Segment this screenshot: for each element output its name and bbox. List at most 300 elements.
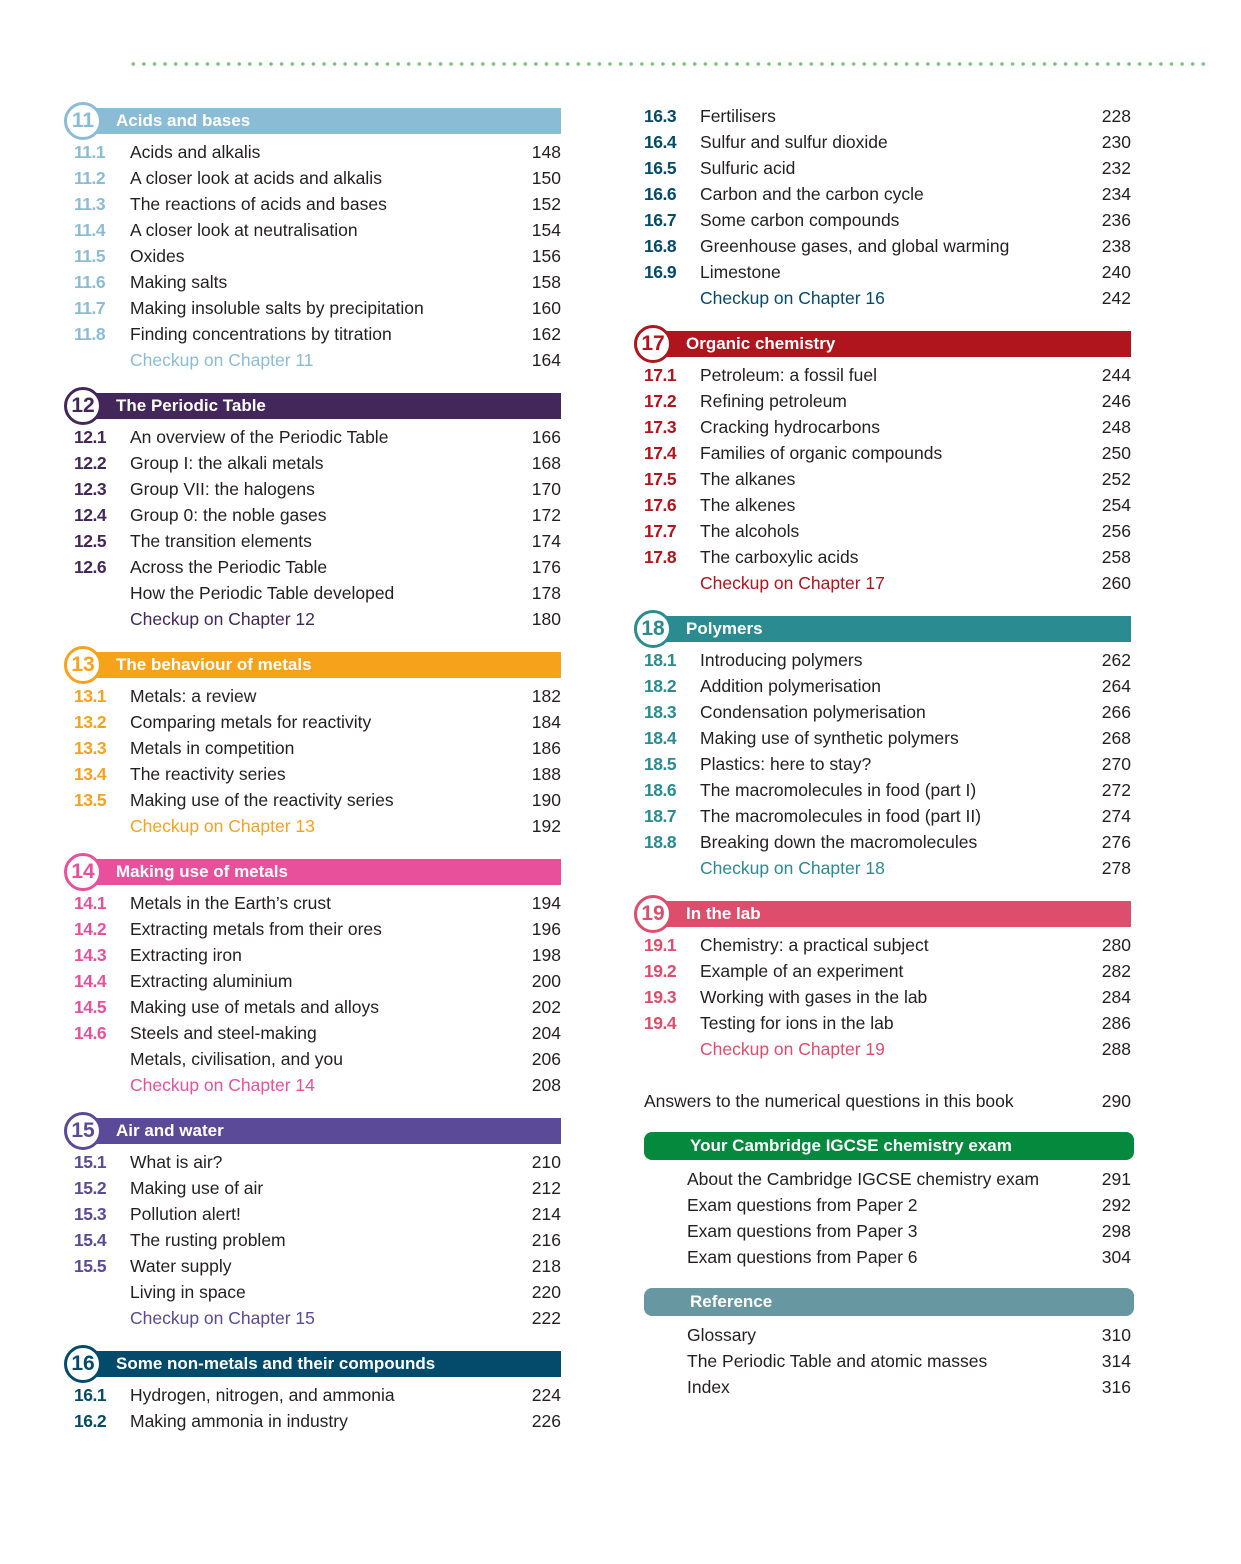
section-number: 18.6 [644, 780, 677, 800]
section-title: Making use of the reactivity series [130, 790, 394, 810]
spacer [64, 373, 561, 391]
page-number: 242 [1101, 288, 1131, 308]
page-number: 210 [531, 1152, 561, 1172]
toc-entry[interactable] [64, 476, 561, 502]
section-title: Index [687, 1377, 730, 1397]
section-title: Petroleum: a fossil fuel [700, 365, 878, 385]
page-number: 152 [531, 194, 561, 214]
page-number: 310 [1101, 1325, 1131, 1345]
toc-entry[interactable] [64, 942, 561, 968]
section-title: The rusting problem [130, 1230, 286, 1250]
page-number: 288 [1101, 1039, 1131, 1059]
page-number: 222 [531, 1308, 561, 1328]
toc-entry[interactable] [64, 890, 561, 916]
dotted-divider [128, 60, 1208, 68]
toc-entry[interactable] [64, 1305, 561, 1331]
section-number: 16.7 [644, 210, 677, 230]
page-number: 220 [531, 1282, 561, 1302]
toc-entry[interactable] [634, 544, 1131, 570]
toc-entry[interactable] [64, 450, 561, 476]
section-number: 19.4 [644, 1013, 677, 1033]
toc-entry[interactable] [64, 1408, 561, 1434]
toc-entry[interactable] [634, 1166, 1131, 1192]
page-number: 182 [531, 686, 561, 706]
section-title: Breaking down the macromolecules [700, 832, 978, 852]
toc-entry[interactable] [634, 1036, 1131, 1062]
section-title: Fertilisers [700, 106, 776, 126]
toc-entry[interactable] [64, 502, 561, 528]
page-number: 276 [1101, 832, 1131, 852]
section-title: Sulfuric acid [700, 158, 796, 178]
toc-entry[interactable] [64, 217, 561, 243]
toc-entry[interactable] [64, 528, 561, 554]
page-number: 298 [1101, 1221, 1131, 1241]
section-number: 13.4 [74, 764, 107, 784]
toc-entry[interactable] [64, 139, 561, 165]
section-number: 14.3 [74, 945, 107, 965]
section-number: 14.5 [74, 997, 107, 1017]
page-number: 228 [1101, 106, 1131, 126]
section-number: 18.5 [644, 754, 677, 774]
section-title: Limestone [700, 262, 781, 282]
page-number: 200 [531, 971, 561, 991]
chapter-header[interactable] [64, 391, 561, 417]
page-number: 172 [531, 505, 561, 525]
section-title: Condensation polymerisation [700, 702, 926, 722]
toc-entry[interactable] [634, 207, 1131, 233]
section-number: 17.4 [644, 443, 677, 463]
section-title: Introducing polymers [700, 650, 863, 670]
page-number: 148 [531, 142, 561, 162]
toc-entry[interactable] [634, 958, 1131, 984]
section-number: 12.3 [74, 479, 107, 499]
chapter-header[interactable] [64, 106, 561, 132]
toc-entry[interactable] [64, 968, 561, 994]
toc-entry[interactable] [64, 683, 561, 709]
page-number: 160 [531, 298, 561, 318]
toc-entry[interactable] [634, 1218, 1131, 1244]
page-number: 204 [531, 1023, 561, 1043]
page-number: 178 [531, 583, 561, 603]
section-number: 19.3 [644, 987, 677, 1007]
toc-entry[interactable] [64, 735, 561, 761]
section-title: Chemistry: a practical subject [700, 935, 929, 955]
page-number: 234 [1101, 184, 1131, 204]
section-title: Comparing metals for reactivity [130, 712, 372, 732]
section-title: Group I: the alkali metals [130, 453, 324, 473]
page-number: 162 [531, 324, 561, 344]
page-number: 254 [1101, 495, 1131, 515]
toc-entry[interactable] [634, 466, 1131, 492]
section-title: A closer look at neutralisation [130, 220, 358, 240]
section-number: 11.3 [74, 194, 106, 214]
section-title: How the Periodic Table developed [130, 583, 395, 603]
toc-entry[interactable] [64, 1149, 561, 1175]
page-number: 274 [1101, 806, 1131, 826]
section-number: 15.4 [74, 1230, 107, 1250]
section-number: 13.1 [74, 686, 107, 706]
page-number: 190 [531, 790, 561, 810]
page-number: 218 [531, 1256, 561, 1276]
page-number: 156 [531, 246, 561, 266]
page-number: 282 [1101, 961, 1131, 981]
section-title: Checkup on Chapter 15 [130, 1308, 315, 1328]
page-number: 248 [1101, 417, 1131, 437]
section-number: 16.1 [74, 1385, 107, 1405]
page-number: 280 [1101, 935, 1131, 955]
chapter-header[interactable] [64, 1116, 561, 1142]
toc-entry[interactable] [64, 1175, 561, 1201]
toc-entry[interactable] [634, 647, 1131, 673]
section-title: Checkup on Chapter 19 [700, 1039, 885, 1059]
toc-entry[interactable] [64, 1382, 561, 1408]
spacer [64, 632, 561, 650]
section-number: 16.2 [74, 1411, 107, 1431]
page-number: 174 [531, 531, 561, 551]
section-number: 17.1 [644, 365, 677, 385]
toc-entry[interactable] [634, 259, 1131, 285]
toc-entry[interactable] [634, 103, 1131, 129]
page-number: 236 [1101, 210, 1131, 230]
toc-entry[interactable] [634, 984, 1131, 1010]
section-number: 18.7 [644, 806, 677, 826]
toc-entry[interactable] [64, 709, 561, 735]
section-number: 14.4 [74, 971, 107, 991]
section-title: Finding concentrations by titration [130, 324, 392, 344]
page-number: 212 [531, 1178, 561, 1198]
section-title: Making salts [130, 272, 228, 292]
section-title: Steels and steel-making [130, 1023, 317, 1043]
toc-entry[interactable] [64, 1020, 561, 1046]
page-number: 270 [1101, 754, 1131, 774]
toc-entry[interactable] [634, 285, 1131, 311]
page-number: 268 [1101, 728, 1131, 748]
page-number: 284 [1101, 987, 1131, 1007]
section-number: 15.5 [74, 1256, 107, 1276]
page-number: 226 [531, 1411, 561, 1431]
section-number: 16.6 [644, 184, 677, 204]
chapter-number-badge: 16 [64, 1345, 102, 1383]
toc-right-column [634, 103, 1131, 1400]
page-number: 316 [1101, 1377, 1131, 1397]
section-title: Living in space [130, 1282, 246, 1302]
toc-entry[interactable] [634, 777, 1131, 803]
page-number: 258 [1101, 547, 1131, 567]
section-number: 14.2 [74, 919, 107, 939]
toc-entry[interactable] [64, 787, 561, 813]
chapter-title: Organic chemistry [652, 331, 1131, 357]
toc-entry[interactable] [634, 725, 1131, 751]
page-number: 260 [1101, 573, 1131, 593]
page-number: 256 [1101, 521, 1131, 541]
section-number: 18.8 [644, 832, 677, 852]
section-title: Making use of air [130, 1178, 264, 1198]
toc-entry[interactable] [634, 492, 1131, 518]
section-number: 13.5 [74, 790, 107, 810]
section-title: Metals, civilisation, and you [130, 1049, 344, 1069]
section-number: 15.3 [74, 1204, 107, 1224]
toc-entry[interactable] [634, 1348, 1131, 1374]
page-number: 304 [1101, 1247, 1131, 1267]
chapter-number-badge: 12 [64, 387, 102, 425]
chapter-header[interactable] [64, 650, 561, 676]
section-number: 11.6 [74, 272, 106, 292]
section-number: 12.6 [74, 557, 107, 577]
section-title: Making insoluble salts by precipitation [130, 298, 424, 318]
section-title: Glossary [687, 1325, 757, 1345]
chapter-title: The behaviour of metals [82, 652, 561, 678]
section-number: 17.6 [644, 495, 677, 515]
toc-entry[interactable] [64, 1279, 561, 1305]
page-number: 188 [531, 764, 561, 784]
section-title: Cracking hydrocarbons [700, 417, 880, 437]
page-number: 232 [1101, 158, 1131, 178]
page-number: 168 [531, 453, 561, 473]
section-title: Oxides [130, 246, 185, 266]
section-title: Carbon and the carbon cycle [700, 184, 924, 204]
section-title: Checkup on Chapter 14 [130, 1075, 315, 1095]
page-number: 292 [1101, 1195, 1131, 1215]
page-number: 286 [1101, 1013, 1131, 1033]
page-number: 150 [531, 168, 561, 188]
section-number: 16.5 [644, 158, 677, 178]
toc-entry[interactable] [64, 191, 561, 217]
section-title: Group VII: the halogens [130, 479, 315, 499]
section-title: The alkenes [700, 495, 796, 515]
toc-entry[interactable] [634, 1010, 1131, 1036]
toc-entry[interactable] [634, 673, 1131, 699]
section-title: Water supply [130, 1256, 232, 1276]
chapter-number-badge: 15 [64, 1112, 102, 1150]
chapter-title: Some non-metals and their compounds [82, 1351, 561, 1377]
section-number: 16.8 [644, 236, 677, 256]
section-title: Addition polymerisation [700, 676, 881, 696]
section-title: The Periodic Table and atomic masses [687, 1351, 988, 1371]
toc-entry[interactable] [64, 424, 561, 450]
spacer [634, 596, 1131, 614]
page-number: 252 [1101, 469, 1131, 489]
page-number: 264 [1101, 676, 1131, 696]
section-number: 17.3 [644, 417, 677, 437]
page-number: 208 [531, 1075, 561, 1095]
section-title: The reactions of acids and bases [130, 194, 387, 214]
section-title: The reactivity series [130, 764, 286, 784]
toc-entry[interactable] [64, 606, 561, 632]
section-title: An overview of the Periodic Table [130, 427, 389, 447]
section-title: Checkup on Chapter 16 [700, 288, 885, 308]
section-title: Exam questions from Paper 6 [687, 1247, 918, 1267]
section-number: 19.2 [644, 961, 677, 981]
toc-entry[interactable] [634, 932, 1131, 958]
toc-entry[interactable] [64, 580, 561, 606]
section-title: Greenhouse gases, and global warming [700, 236, 1010, 256]
toc-entry[interactable] [634, 414, 1131, 440]
page-number: 158 [531, 272, 561, 292]
section-number: 18.1 [644, 650, 677, 670]
toc-entry[interactable] [634, 440, 1131, 466]
page-number: 202 [531, 997, 561, 1017]
spacer [634, 311, 1131, 329]
toc-entry[interactable] [64, 321, 561, 347]
toc-entry[interactable] [634, 1322, 1131, 1348]
toc-entry[interactable] [634, 803, 1131, 829]
toc-entry[interactable] [634, 181, 1131, 207]
spacer [634, 1062, 1131, 1088]
section-title: Pollution alert! [130, 1204, 241, 1224]
page-number: 240 [1101, 262, 1131, 282]
reference-section-header[interactable]: Reference [644, 1288, 1134, 1316]
toc-entry[interactable] [634, 233, 1131, 259]
chapter-number-badge: 19 [634, 895, 672, 933]
toc-entry[interactable] [64, 1046, 561, 1072]
toc-entry[interactable] [634, 699, 1131, 725]
section-number: 11.2 [74, 168, 106, 188]
chapter-header[interactable] [64, 857, 561, 883]
toc-entry[interactable] [634, 855, 1131, 881]
toc-entry[interactable] [64, 1201, 561, 1227]
page-number: 196 [531, 919, 561, 939]
toc-entry[interactable] [64, 916, 561, 942]
toc-entry[interactable] [64, 295, 561, 321]
toc-entry[interactable] [64, 1227, 561, 1253]
section-number: 14.1 [74, 893, 107, 913]
section-title: Extracting metals from their ores [130, 919, 382, 939]
toc-entry[interactable] [634, 362, 1131, 388]
section-number: 15.1 [74, 1152, 107, 1172]
section-title: The alcohols [700, 521, 800, 541]
page-number: 216 [531, 1230, 561, 1250]
section-title: Refining petroleum [700, 391, 847, 411]
toc-entry[interactable] [634, 155, 1131, 181]
section-title: Some carbon compounds [700, 210, 900, 230]
toc-entry[interactable] [64, 1253, 561, 1279]
page-number: 170 [531, 479, 561, 499]
toc-entry[interactable] [64, 994, 561, 1020]
page-number: 176 [531, 557, 561, 577]
section-number: 15.2 [74, 1178, 107, 1198]
page-number: 164 [531, 350, 561, 370]
toc-entry[interactable] [64, 813, 561, 839]
section-title: Working with gases in the lab [700, 987, 928, 1007]
chapter-header[interactable] [634, 899, 1131, 925]
section-number: 12.1 [74, 427, 107, 447]
page-number: 238 [1101, 236, 1131, 256]
page-number: 250 [1101, 443, 1131, 463]
chapter-title: Polymers [652, 616, 1131, 642]
page-number: 291 [1101, 1169, 1131, 1189]
section-title: The transition elements [130, 531, 312, 551]
chapter-title: In the lab [652, 901, 1131, 927]
section-title: The macromolecules in food (part II) [700, 806, 982, 826]
toc-entry[interactable] [64, 269, 561, 295]
section-title: Extracting iron [130, 945, 242, 965]
spacer [634, 881, 1131, 899]
section-title: Testing for ions in the lab [700, 1013, 894, 1033]
section-number: 12.5 [74, 531, 107, 551]
chapter-number-badge: 17 [634, 325, 672, 363]
answers-title: Answers to the numerical questions in this book [644, 1091, 1014, 1111]
chapter-number-badge: 14 [64, 853, 102, 891]
toc-entry[interactable] [634, 388, 1131, 414]
page-number: 224 [531, 1385, 561, 1405]
page-number: 184 [531, 712, 561, 732]
chapter-header[interactable] [634, 329, 1131, 355]
section-title: Checkup on Chapter 12 [130, 609, 315, 629]
toc-entry[interactable] [634, 129, 1131, 155]
section-title: Group 0: the noble gases [130, 505, 327, 525]
section-title: Making use of metals and alloys [130, 997, 380, 1017]
page-number: 198 [531, 945, 561, 965]
chapter-header[interactable] [634, 614, 1131, 640]
chapter-number-badge: 18 [634, 610, 672, 648]
section-number: 11.8 [74, 324, 106, 344]
section-number: 12.4 [74, 505, 107, 525]
section-title: Metals in competition [130, 738, 295, 758]
toc-entry[interactable] [64, 243, 561, 269]
page-number: 278 [1101, 858, 1131, 878]
page-number: 314 [1101, 1351, 1131, 1371]
chapter-title: The Periodic Table [82, 393, 561, 419]
section-number: 18.2 [644, 676, 677, 696]
exam-section-header[interactable]: Your Cambridge IGCSE chemistry exam [644, 1132, 1134, 1160]
section-title: What is air? [130, 1152, 223, 1172]
answers-entry[interactable] [644, 1088, 1131, 1114]
section-title: Across the Periodic Table [130, 557, 328, 577]
toc-entry[interactable] [634, 518, 1131, 544]
page-number: 186 [531, 738, 561, 758]
section-number: 11.5 [74, 246, 106, 266]
page-number: 214 [531, 1204, 561, 1224]
page-number: 272 [1101, 780, 1131, 800]
toc-entry[interactable] [634, 1244, 1131, 1270]
spacer [634, 1114, 1131, 1132]
page-number: 166 [531, 427, 561, 447]
toc-entry[interactable] [64, 165, 561, 191]
toc-entry[interactable] [634, 570, 1131, 596]
section-number: 12.2 [74, 453, 107, 473]
toc-entry[interactable] [64, 761, 561, 787]
toc-entry[interactable] [634, 751, 1131, 777]
page-number: 230 [1101, 132, 1131, 152]
toc-entry[interactable] [634, 1192, 1131, 1218]
section-title: Exam questions from Paper 2 [687, 1195, 918, 1215]
chapter-title: Acids and bases [82, 108, 561, 134]
toc-entry[interactable] [64, 1072, 561, 1098]
page-number: 244 [1101, 365, 1131, 385]
section-title: Checkup on Chapter 17 [700, 573, 885, 593]
toc-entry[interactable] [634, 1374, 1131, 1400]
section-title: Acids and alkalis [130, 142, 261, 162]
toc-entry[interactable] [64, 347, 561, 373]
chapter-title: Making use of metals [82, 859, 561, 885]
section-number: 13.2 [74, 712, 107, 732]
toc-entry[interactable] [634, 829, 1131, 855]
section-number: 11.7 [74, 298, 106, 318]
spacer [64, 1098, 561, 1116]
toc-left-column [64, 106, 561, 1434]
section-number: 17.7 [644, 521, 677, 541]
section-number: 11.1 [74, 142, 106, 162]
spacer [64, 839, 561, 857]
section-title: Hydrogen, nitrogen, and ammonia [130, 1385, 395, 1405]
page-number: 180 [531, 609, 561, 629]
spacer [634, 1270, 1131, 1288]
chapter-header[interactable] [64, 1349, 561, 1375]
page-number: 206 [531, 1049, 561, 1069]
section-title: Example of an experiment [700, 961, 904, 981]
toc-entry[interactable] [64, 554, 561, 580]
section-title: The macromolecules in food (part I) [700, 780, 977, 800]
